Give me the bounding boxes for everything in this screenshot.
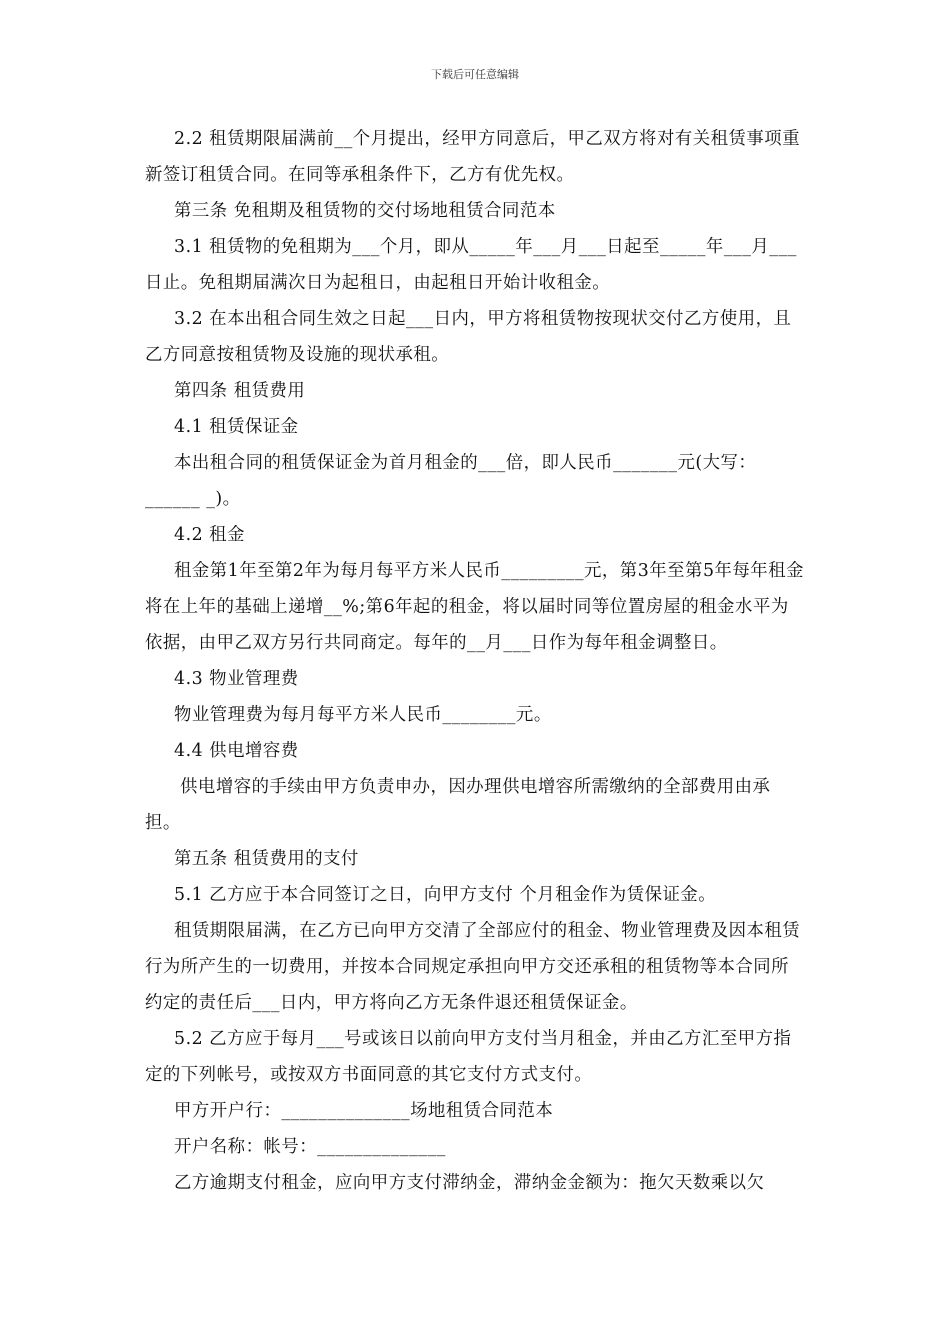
document-body (145, 121, 805, 1201)
paragraph: 租赁期限届满，在乙方已向甲方交清了全部应付的租金、物业管理费及因本租赁行为所产生的一切费用，并按本合同规定承担向甲方交还承租的租赁物等本合同所约定的责任后___日内，甲方将向乙方无条件退还租赁保证金。 (145, 921, 801, 1013)
paragraph: 租金第1年至第2年为每月每平方米人民币_________元，第3年至第5年每年租金将在上年的基础上递增__%;第6年起的租金，将以届时同等位置房屋的租金水平为依据，由甲乙双方另行共同商定。每年的__月___日作为每年租金调整日。 (145, 561, 804, 653)
paragraph: 乙方逾期支付租金，应向甲方支付滞纳金，滞纳金金额为：拖欠天数乘以欠 (174, 1173, 765, 1193)
paragraph: 4.2 租金 (174, 525, 245, 545)
paragraph: 5.2 乙方应于每月___号或该日以前向甲方支付当月租金，并由乙方汇至甲方指定的下列帐号，或按双方书面同意的其它支付方式支付。 (145, 1029, 792, 1085)
paragraph: 第五条 租赁费用的支付 (174, 849, 359, 869)
paragraph: 供电增容的手续由甲方负责申办，因办理供电增容所需缴纳的全部费用由承担。 (145, 777, 771, 833)
paragraph: 本出租合同的租赁保证金为首月租金的___倍，即人民币_______元(大写：______ _)。 (145, 453, 757, 509)
paragraph: 甲方开户行：______________场地租赁合同范本 (174, 1101, 554, 1121)
paragraph: 3.1 租赁物的免租期为___个月，即从_____年___月___日起至_____年___月___日止。免租期届满次日为起租日，由起租日开始计收租金。 (145, 237, 797, 293)
paragraph: 第四条 租赁费用 (174, 381, 306, 401)
paragraph: 物业管理费为每月每平方米人民币________元。 (174, 705, 552, 725)
paragraph: 2.2 租赁期限届满前__个月提出，经甲方同意后，甲乙双方将对有关租赁事项重新签订租赁合同。在同等承租条件下，乙方有优先权。 (145, 129, 801, 185)
paragraph: 开户名称：帐号：______________ (174, 1137, 446, 1157)
paragraph: 4.1 租赁保证金 (174, 417, 299, 437)
paragraph: 第三条 免租期及租赁物的交付场地租赁合同范本 (174, 201, 556, 221)
paragraph: 3.2 在本出租合同生效之日起___日内，甲方将租赁物按现状交付乙方使用，且乙方同意按租赁物及设施的现状承租。 (145, 309, 792, 365)
paragraph: 5.1 乙方应于本合同签订之日，向甲方支付 个月租金作为赁保证金。 (174, 885, 717, 905)
paragraph: 4.4 供电增容费 (174, 741, 299, 761)
page-header: 下载后可任意编辑 (431, 68, 519, 81)
paragraph: 4.3 物业管理费 (174, 669, 299, 689)
